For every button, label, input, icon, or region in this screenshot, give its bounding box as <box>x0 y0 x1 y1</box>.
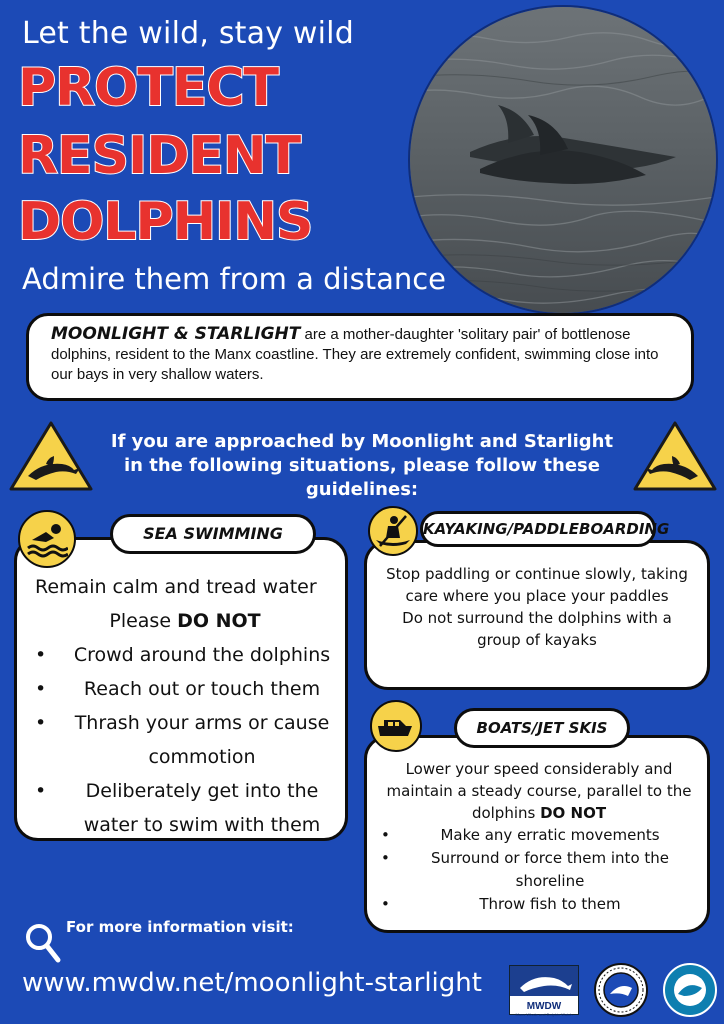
sea-swimming-title: SEA SWIMMING <box>110 514 316 554</box>
dolphin-warning-icon <box>632 420 718 492</box>
dolphin-warning-icon <box>8 420 94 492</box>
kayak-icon <box>368 506 418 556</box>
search-icon <box>24 922 62 964</box>
website-link[interactable]: www.mwdw.net/moonlight-starlight <box>22 968 482 998</box>
swim-line-1: Remain calm and tread water <box>35 576 317 598</box>
list-item: • Thrash your arms or cause commotion <box>35 706 335 774</box>
headline-line-3: DOLPHINS <box>18 192 313 252</box>
headline-line-1: PROTECT <box>18 58 278 118</box>
mwdw-logo-subtext: Manx Whale and Dolphin Watch <box>515 1012 573 1017</box>
kayak-line-2: Do not surround the dolphins with a group of kayaks <box>402 609 672 649</box>
mwdw-logo <box>509 965 579 1015</box>
intro-text: are a mother-daughter 'solitary pair' of bottlenose dolphins, resident to the Manx coastline. They are extremely confident, swimming close into our bays in very shallow waters. <box>51 326 659 383</box>
kayaking-title: KAYAKING/PADDLEBOARDING <box>420 511 656 547</box>
boat-line-1 <box>381 758 697 824</box>
list-item: • Throw fish to them <box>381 893 697 916</box>
list-item: • Reach out or touch them <box>35 672 335 706</box>
bdmlr-logo <box>592 962 650 1018</box>
boats-title: BOATS/JET SKIS <box>454 708 630 748</box>
tagline: Let the wild, stay wild <box>22 16 354 51</box>
do-not-text: DO NOT <box>540 804 607 822</box>
sea-swimming-card <box>14 537 348 841</box>
kayak-line-1: Stop paddling or continue slowly, taking care where you place your paddles <box>386 565 688 605</box>
marine-connection-logo <box>662 962 718 1018</box>
subheading: Admire them from a distance <box>22 262 447 296</box>
do-not-text: DO NOT <box>177 610 261 632</box>
please-text: Please <box>109 610 178 632</box>
list-item: • Make any erratic movements <box>381 824 697 847</box>
headline-line-2: RESIDENT <box>18 126 301 186</box>
swim-please-line <box>35 604 335 638</box>
dolphin-photo <box>408 5 718 315</box>
dolphin-names: MOONLIGHT & STARLIGHT <box>51 324 301 344</box>
list-item: • Deliberately get into the water to swim with them <box>35 774 335 842</box>
boat-icon <box>370 700 422 752</box>
list-item: • Surround or force them into the shoreline <box>381 847 697 893</box>
list-item: • Crowd around the dolphins <box>35 638 335 672</box>
guidelines-intro: If you are approached by Moonlight and Starlight in the following situations, please follow these guidelines: <box>110 431 614 500</box>
intro-box <box>26 313 694 401</box>
more-info-label: For more information visit: <box>66 918 294 936</box>
boats-card <box>364 735 710 933</box>
boat-line-text: Lower your speed considerably and maintain a steady course, parallel to the dolphins <box>386 760 692 822</box>
mwdw-logo-text: MWDW <box>526 1001 562 1012</box>
swimmer-icon <box>18 510 76 568</box>
kayaking-card <box>364 540 710 690</box>
